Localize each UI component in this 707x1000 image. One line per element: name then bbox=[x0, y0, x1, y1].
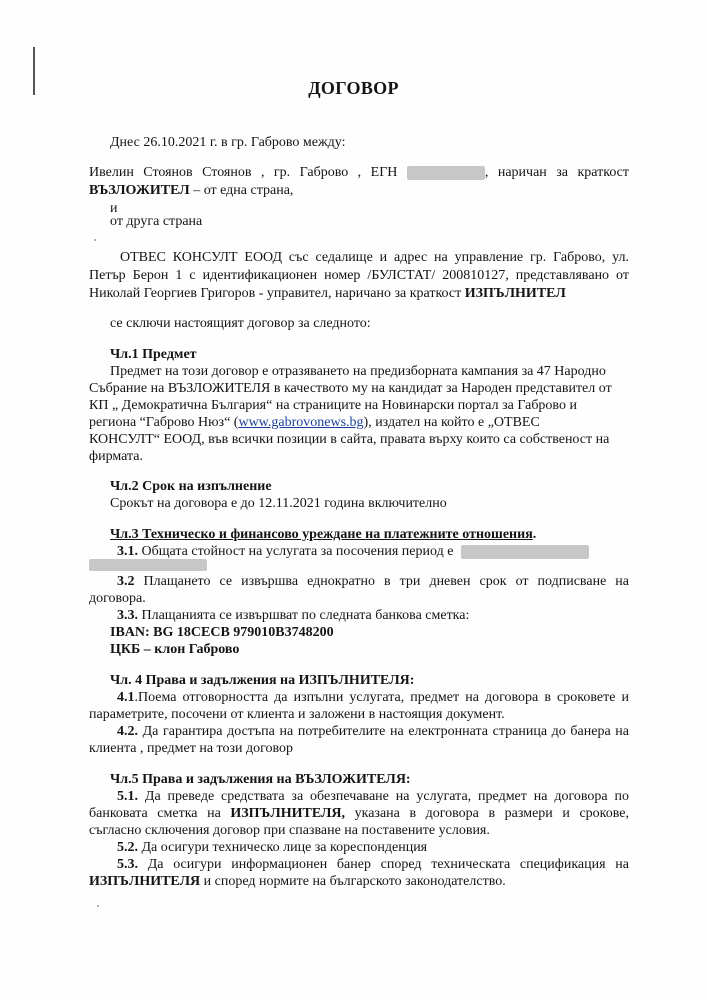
party1-name: Ивелин Стоянов Стоянов , гр. Габрово , ЕГН bbox=[89, 165, 398, 180]
art5-p3-line2 bbox=[89, 873, 506, 891]
party1-line1 bbox=[89, 164, 629, 182]
art3-heading-end: . bbox=[532, 527, 537, 542]
redacted-amount bbox=[461, 545, 589, 559]
art3-p1-num: 3.1. bbox=[117, 544, 138, 559]
gabrovonews-link[interactable]: www.gabrovonews.bg bbox=[238, 415, 364, 430]
art4-p2-text: Да гарантира достъпа на потребителите на електронната страница до банера на bbox=[142, 724, 629, 739]
art2-heading: Чл.2 Срок на изпълнение bbox=[110, 479, 272, 494]
art5-p1-line3: съгласно сключения договор при спазване на поставените условия. bbox=[89, 823, 490, 838]
art5-p1-text: Да преведе средствата за обезпечаване на услугата, предмет на договора по bbox=[144, 789, 630, 804]
art1-line4-pre: региона “Габрово Нюз“ ( bbox=[89, 415, 239, 430]
art4-p2-num: 4.2. bbox=[117, 724, 138, 739]
art4-p1-line1 bbox=[117, 689, 629, 707]
party2-line2: Петър Берон 1 с идентификационен номер /БУЛСТАТ/ 200810127, представлявано от bbox=[89, 268, 629, 283]
art5-p2-num: 5.2. bbox=[117, 840, 138, 855]
party2-line3-text: Николай Георгиев Григоров - управител, наричано за краткост bbox=[89, 286, 462, 301]
art1-line4 bbox=[89, 414, 540, 432]
redacted-amount-cont bbox=[89, 559, 207, 571]
date-line: Днес 26.10.2021 г. в гр. Габрово между: bbox=[110, 135, 346, 150]
document-title: ДОГОВОР bbox=[308, 78, 399, 98]
art5-p1-line2-post: указана в договора в размери и срокове, bbox=[354, 806, 630, 821]
art4-heading: Чл. 4 Права и задължения на ИЗПЪЛНИТЕЛЯ: bbox=[110, 673, 415, 688]
art2-text: Срокът на договора е до 12.11.2021 година включително bbox=[110, 496, 447, 511]
art5-p1-num: 5.1. bbox=[117, 789, 138, 804]
art3-p1-text: Общата стойност на услугата за посочения период е bbox=[141, 544, 454, 559]
art5-p2-text: Да осигури техническо лице за кореспонденция bbox=[141, 840, 428, 855]
party1-role: ВЪЗЛОЖИТЕЛ bbox=[89, 183, 190, 198]
art3-heading-text: Чл.3 Техническо и финансово уреждане на платежните отношения bbox=[110, 527, 533, 542]
art3-p3-text: Плащанията се извършват по следната банкова сметка: bbox=[141, 608, 470, 623]
art3-heading bbox=[110, 526, 536, 544]
art5-p3-line1 bbox=[117, 856, 629, 874]
art4-p2-line1 bbox=[117, 723, 629, 741]
art5-p3-num: 5.3. bbox=[117, 857, 138, 872]
art3-p3-num: 3.3. bbox=[117, 608, 138, 623]
art4-p1-line2: параметрите, посочени от клиента и заложени в настоящия документ. bbox=[89, 707, 505, 722]
art1-line4-post: ), издател на който е „ОТВЕС bbox=[363, 415, 540, 430]
party2-line3 bbox=[89, 285, 566, 303]
art5-p1-line2-bold: ИЗПЪЛНИТЕЛЯ, bbox=[230, 806, 346, 821]
art1-line1: Предмет на този договор е отразяването на предизборната кампания за 47 Народно bbox=[110, 364, 606, 379]
intro-line: се сключи настоящият договор за следното: bbox=[110, 316, 371, 331]
redacted-egn bbox=[407, 166, 485, 180]
party1-role-line bbox=[89, 182, 293, 200]
party2-line1: ОТВЕС КОНСУЛТ ЕООД със седалище и адрес на управление гр. Габрово, ул. bbox=[120, 250, 629, 265]
art5-p1-line1 bbox=[117, 788, 629, 806]
party1-role-rest: – от една страна, bbox=[193, 183, 294, 198]
art5-p3-line2-post: и според нормите на българското законодателство. bbox=[200, 874, 506, 889]
art1-line6: фирмата. bbox=[89, 449, 143, 464]
art1-line5: КОНСУЛТ“ ЕООД, във всички позиции в сайта, правата върху които са собственост на bbox=[89, 432, 610, 447]
party1-called: , наричан за краткост bbox=[484, 165, 630, 180]
art3-p2-text: Плащането се извършва еднократно в три дневен срок от подписване на bbox=[143, 574, 630, 589]
other-side: от друга страна bbox=[110, 214, 203, 229]
art5-heading: Чл.5 Права и задължения на ВЪЗЛОЖИТЕЛЯ: bbox=[110, 772, 411, 787]
art4-p2-line2: клиента , предмет на този договор bbox=[89, 741, 294, 756]
art3-p2-line1 bbox=[117, 573, 629, 591]
party2-role: ИЗПЪЛНИТЕЛ bbox=[464, 286, 566, 301]
and-word: и bbox=[110, 201, 118, 216]
art5-p3-text: Да осигури информационен банер според техническата спецификация на bbox=[147, 857, 629, 872]
art5-p3-line2-bold: ИЗПЪЛНИТЕЛЯ bbox=[89, 874, 201, 889]
iban-line: IBAN: BG 18CECB 979010B3748200 bbox=[110, 625, 334, 640]
art5-p1-line2-pre: банковата сметка на bbox=[89, 806, 221, 821]
art3-p3 bbox=[117, 607, 469, 625]
bank-line: ЦКБ – клон Габрово bbox=[110, 642, 240, 657]
scan-dot bbox=[97, 905, 99, 907]
art4-p1-text: .Поема отговорността да изпълни услугата, предмет на договора в сроковете и bbox=[134, 690, 629, 705]
scan-dot bbox=[94, 239, 96, 241]
art1-line3: КП „ Демократична България“ на страниците на Новинарски портал за Габрово и bbox=[89, 398, 577, 413]
art5-p1-line2 bbox=[89, 805, 629, 823]
art3-p2-line2: договора. bbox=[89, 591, 146, 606]
art5-p2 bbox=[117, 839, 427, 857]
art3-p2-num: 3.2 bbox=[117, 574, 135, 589]
art4-p1-num: 4.1 bbox=[117, 690, 135, 705]
art1-line2: Събрание на ВЪЗЛОЖИТЕЛЯ в качеството му на кандидат за Народен представител от bbox=[89, 381, 612, 396]
art1-heading: Чл.1 Предмет bbox=[110, 347, 197, 362]
